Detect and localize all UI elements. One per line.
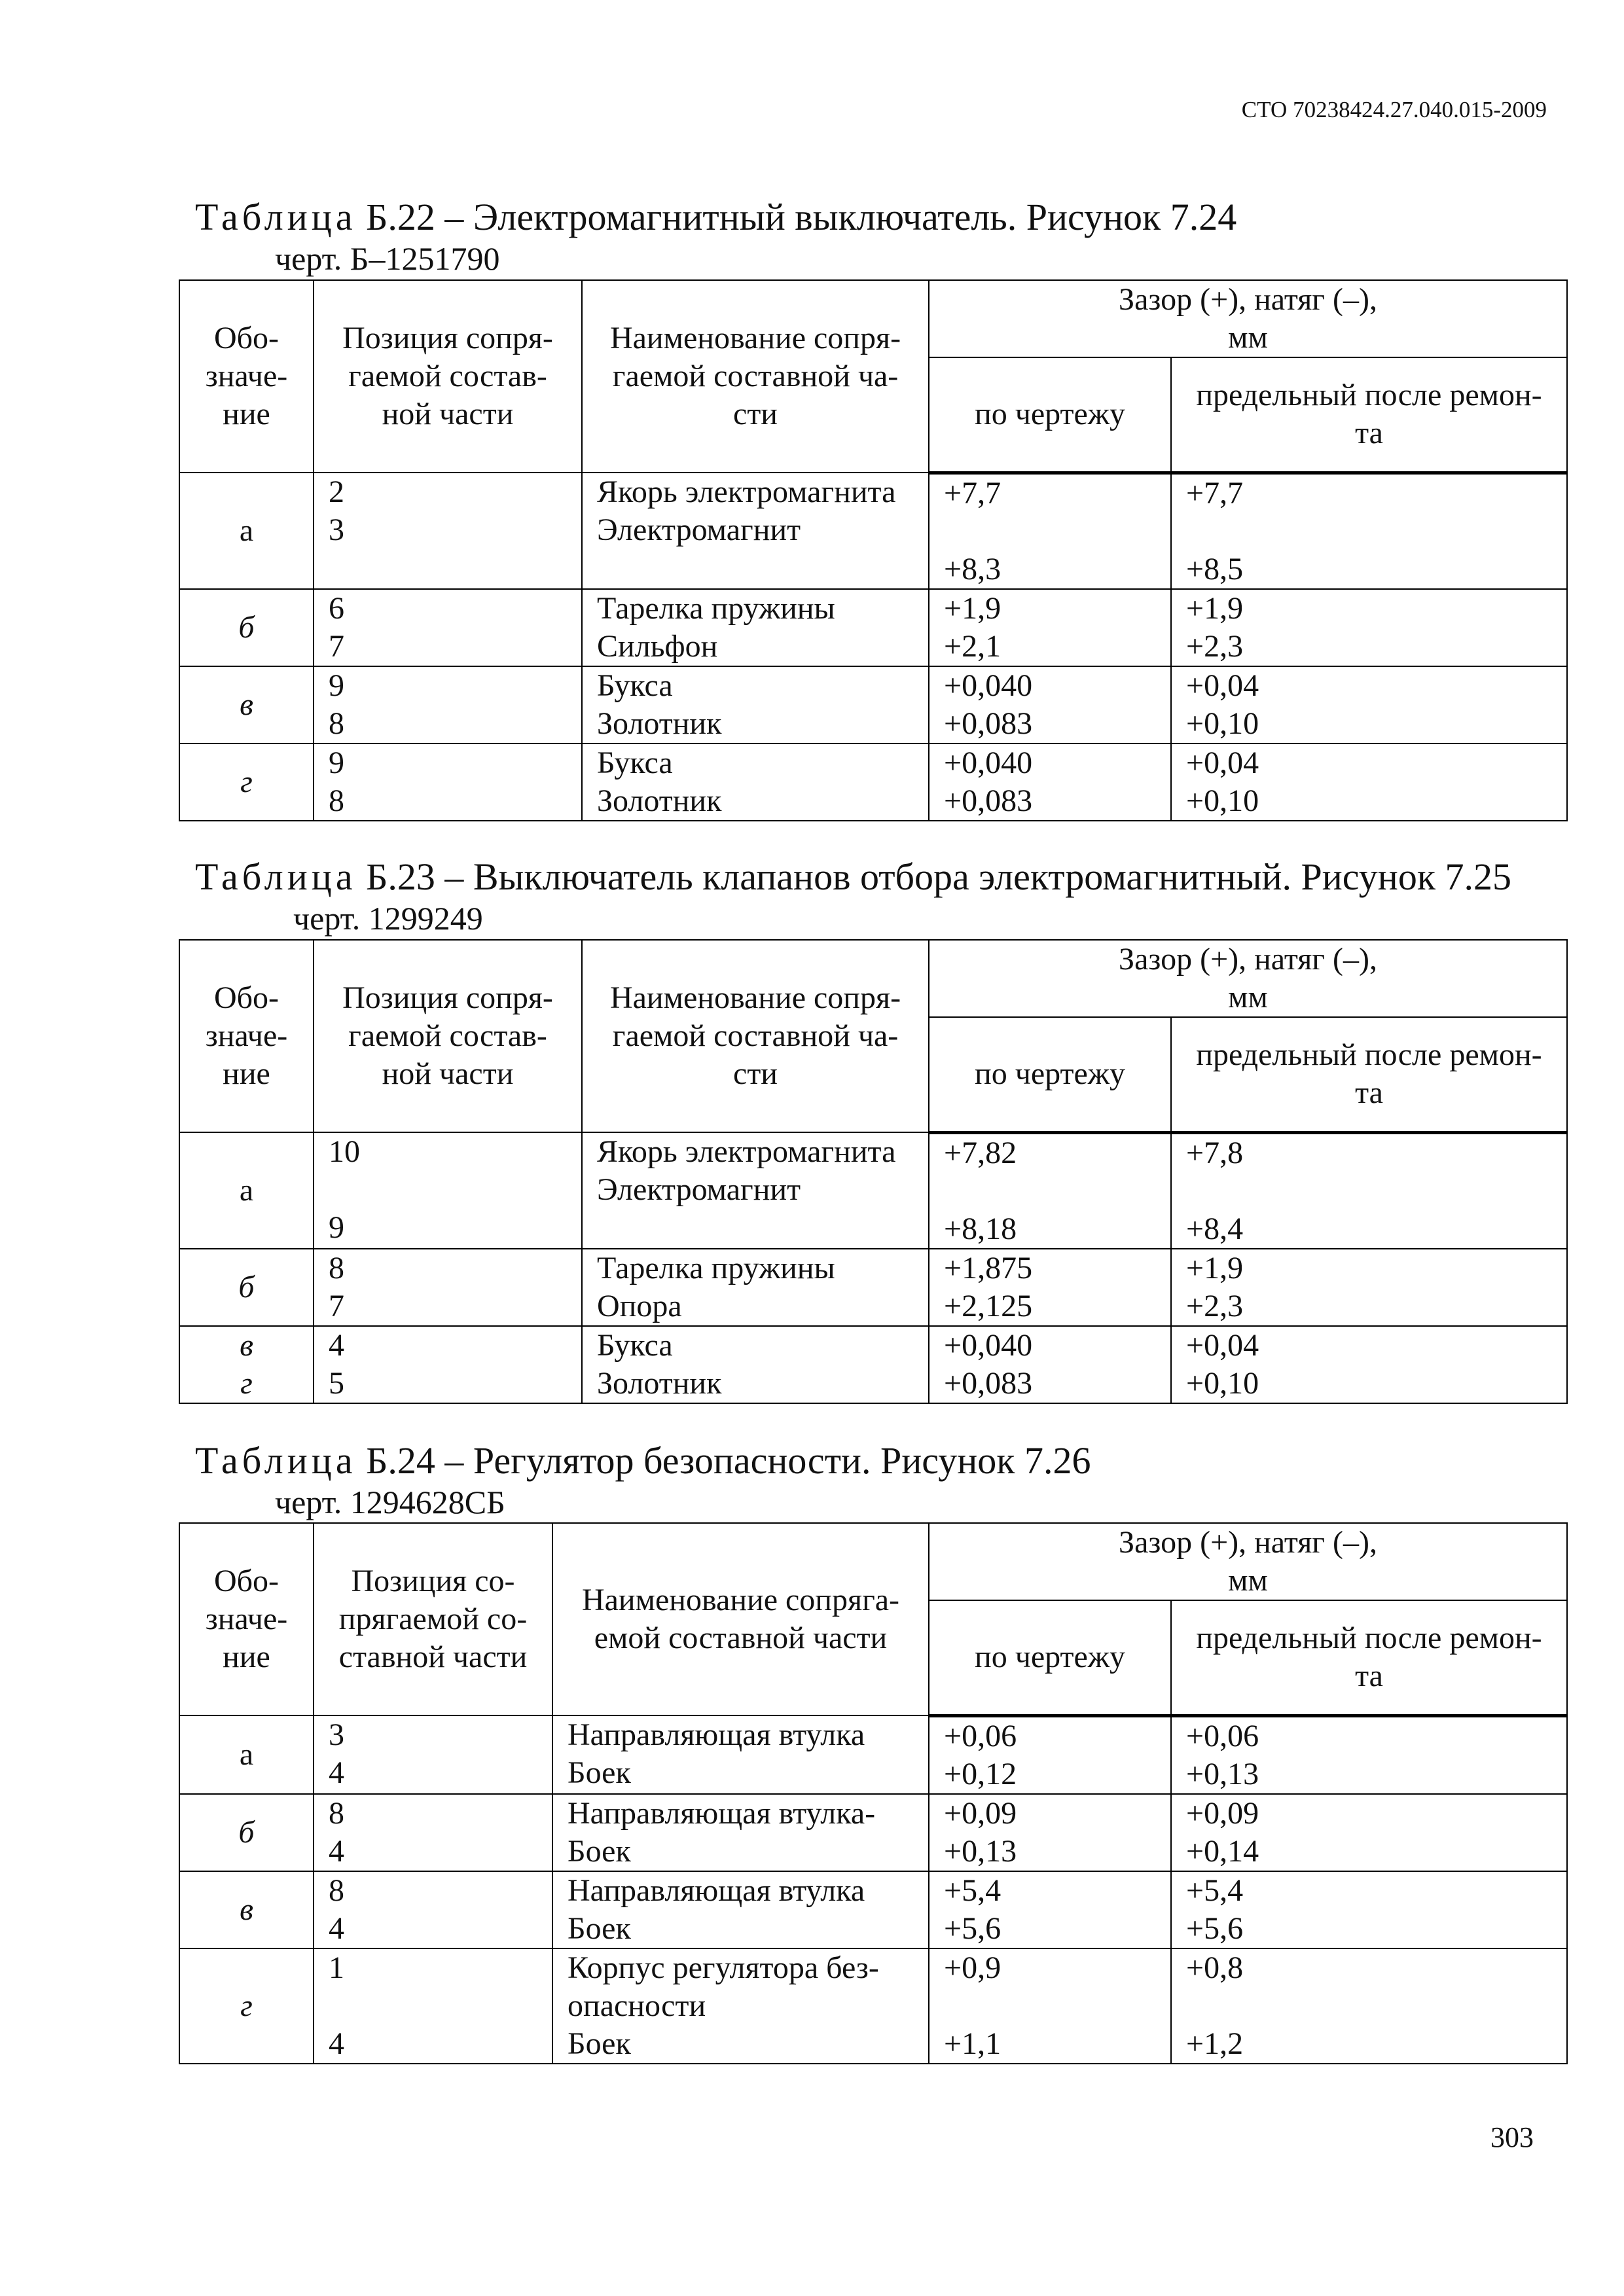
caption-label: Таблица (195, 196, 357, 238)
caption-text: Б.22 – Электромагнитный выключатель. Рисунок 7.24 (356, 196, 1237, 238)
header-name: Наименование сопряга- емой составной части (552, 1523, 929, 1715)
row-names: Букса Золотник (582, 666, 929, 744)
row-limit: +0,10 (1171, 1365, 1567, 1403)
table-row (179, 1249, 1567, 1326)
row-designation: а (179, 1715, 314, 1794)
table-subcaption: черт. 1299249 (293, 900, 483, 937)
header-position: Позиция сопря- гаемой состав- ной части (314, 280, 582, 473)
row-designation: г (179, 1365, 314, 1403)
row-designation: б (179, 1794, 314, 1871)
row-limit: +1,9 +2,3 (1171, 1249, 1567, 1326)
table-row (179, 1871, 1567, 1948)
row-limit: +7,7 +8,5 (1171, 473, 1567, 589)
row-designation: г (179, 744, 314, 821)
row-names: Корпус регулятора без- опасности Боек (552, 1948, 929, 2064)
header-limit-after-repair: предельный после ремон- та (1171, 1017, 1567, 1132)
row-limit: +0,06 +0,13 (1171, 1715, 1567, 1794)
row-positions: 9 8 (314, 666, 582, 744)
document-code: СТО 70238424.27.040.015-2009 (1241, 97, 1547, 122)
row-limit: +0,8 +1,2 (1171, 1948, 1567, 2064)
table-caption (195, 195, 1236, 239)
table-row (179, 589, 1567, 666)
row-by-drawing: +0,040 +0,083 (929, 744, 1171, 821)
row-by-drawing: +1,875 +2,125 (929, 1249, 1171, 1326)
header-designation: Обо- значе- ние (179, 280, 314, 473)
row-positions: 9 8 (314, 744, 582, 821)
row-by-drawing: +0,040 (929, 1326, 1171, 1365)
row-by-drawing: +0,083 (929, 1365, 1171, 1403)
header-by-drawing: по чертежу (929, 1600, 1171, 1715)
row-names: Якорь электромагнита Электромагнит (582, 1132, 929, 1249)
table-row (179, 1326, 1567, 1365)
row-by-drawing: +5,4 +5,6 (929, 1871, 1171, 1948)
row-positions: 5 (314, 1365, 582, 1403)
row-designation: в (179, 1871, 314, 1948)
header-limit-after-repair: предельный после ремон- та (1171, 357, 1567, 473)
header-designation: Обо- значе- ние (179, 940, 314, 1132)
row-limit: +0,04 +0,10 (1171, 666, 1567, 744)
row-names: Направляющая втулка Боек (552, 1715, 929, 1794)
data-table (179, 1522, 1568, 2064)
row-by-drawing: +7,7 +8,3 (929, 473, 1171, 589)
data-table (179, 279, 1568, 821)
row-names: Золотник (582, 1365, 929, 1403)
row-positions: 2 3 (314, 473, 582, 589)
row-by-drawing: +0,040 +0,083 (929, 666, 1171, 744)
row-names: Букса Золотник (582, 744, 929, 821)
row-names: Тарелка пружины Сильфон (582, 589, 929, 666)
row-limit: +0,09 +0,14 (1171, 1794, 1567, 1871)
row-by-drawing: +1,9 +2,1 (929, 589, 1171, 666)
row-positions: 4 (314, 1326, 582, 1365)
table-subcaption: черт. 1294628СБ (275, 1484, 505, 1520)
header-by-drawing: по чертежу (929, 1017, 1171, 1132)
row-names: Букса (582, 1326, 929, 1365)
header-clearance: Зазор (+), натяг (–), мм (929, 940, 1567, 1017)
table-row (179, 473, 1567, 589)
page-number: 303 (1490, 2121, 1534, 2153)
table-row (179, 1365, 1567, 1403)
row-limit: +7,8 +8,4 (1171, 1132, 1567, 1249)
row-designation: б (179, 589, 314, 666)
row-designation: г (179, 1948, 314, 2064)
row-names: Якорь электромагнита Электромагнит (582, 473, 929, 589)
caption-label: Таблица (195, 855, 357, 898)
header-position: Позиция сопря- гаемой состав- ной части (314, 940, 582, 1132)
header-designation: Обо- значе- ние (179, 1523, 314, 1715)
row-limit: +5,4 +5,6 (1171, 1871, 1567, 1948)
row-positions: 8 7 (314, 1249, 582, 1326)
caption-text: Б.24 – Регулятор безопасности. Рисунок 7.26 (356, 1439, 1091, 1482)
row-by-drawing: +7,82 +8,18 (929, 1132, 1171, 1249)
table-row (179, 1948, 1567, 2064)
row-by-drawing: +0,06 +0,12 (929, 1715, 1171, 1794)
header-clearance: Зазор (+), натяг (–), мм (929, 280, 1567, 357)
table-row (179, 1715, 1567, 1794)
row-designation: в (179, 666, 314, 744)
row-positions: 3 4 (314, 1715, 552, 1794)
row-designation: а (179, 1132, 314, 1249)
row-positions: 10 9 (314, 1132, 582, 1249)
row-positions: 8 4 (314, 1871, 552, 1948)
caption-label: Таблица (195, 1439, 357, 1482)
row-positions: 1 4 (314, 1948, 552, 2064)
table-row (179, 744, 1567, 821)
header-position: Позиция со- прягаемой со- ставной части (314, 1523, 552, 1715)
header-limit-after-repair: предельный после ремон- та (1171, 1600, 1567, 1715)
table-caption (195, 1439, 1091, 1482)
row-names: Направляющая втулка- Боек (552, 1794, 929, 1871)
row-positions: 8 4 (314, 1794, 552, 1871)
table-row (179, 1132, 1567, 1249)
header-name: Наименование сопря- гаемой составной ча- сти (582, 940, 929, 1132)
row-limit: +0,04 (1171, 1326, 1567, 1365)
row-limit: +1,9 +2,3 (1171, 589, 1567, 666)
header-by-drawing: по чертежу (929, 357, 1171, 473)
row-names: Направляющая втулка Боек (552, 1871, 929, 1948)
row-positions: 6 7 (314, 589, 582, 666)
table-caption (195, 855, 1511, 899)
row-names: Тарелка пружины Опора (582, 1249, 929, 1326)
row-limit: +0,04 +0,10 (1171, 744, 1567, 821)
row-designation: в (179, 1326, 314, 1365)
header-name: Наименование сопря- гаемой составной ча- сти (582, 280, 929, 473)
header-clearance: Зазор (+), натяг (–), мм (929, 1523, 1567, 1600)
table-row (179, 666, 1567, 744)
caption-text: Б.23 – Выключатель клапанов отбора электромагнитный. Рисунок 7.25 (356, 855, 1512, 898)
row-designation: а (179, 473, 314, 589)
data-table (179, 939, 1568, 1404)
table-subcaption: черт. Б–1251790 (275, 240, 500, 277)
row-designation: б (179, 1249, 314, 1326)
row-by-drawing: +0,09 +0,13 (929, 1794, 1171, 1871)
table-row (179, 1794, 1567, 1871)
row-by-drawing: +0,9 +1,1 (929, 1948, 1171, 2064)
